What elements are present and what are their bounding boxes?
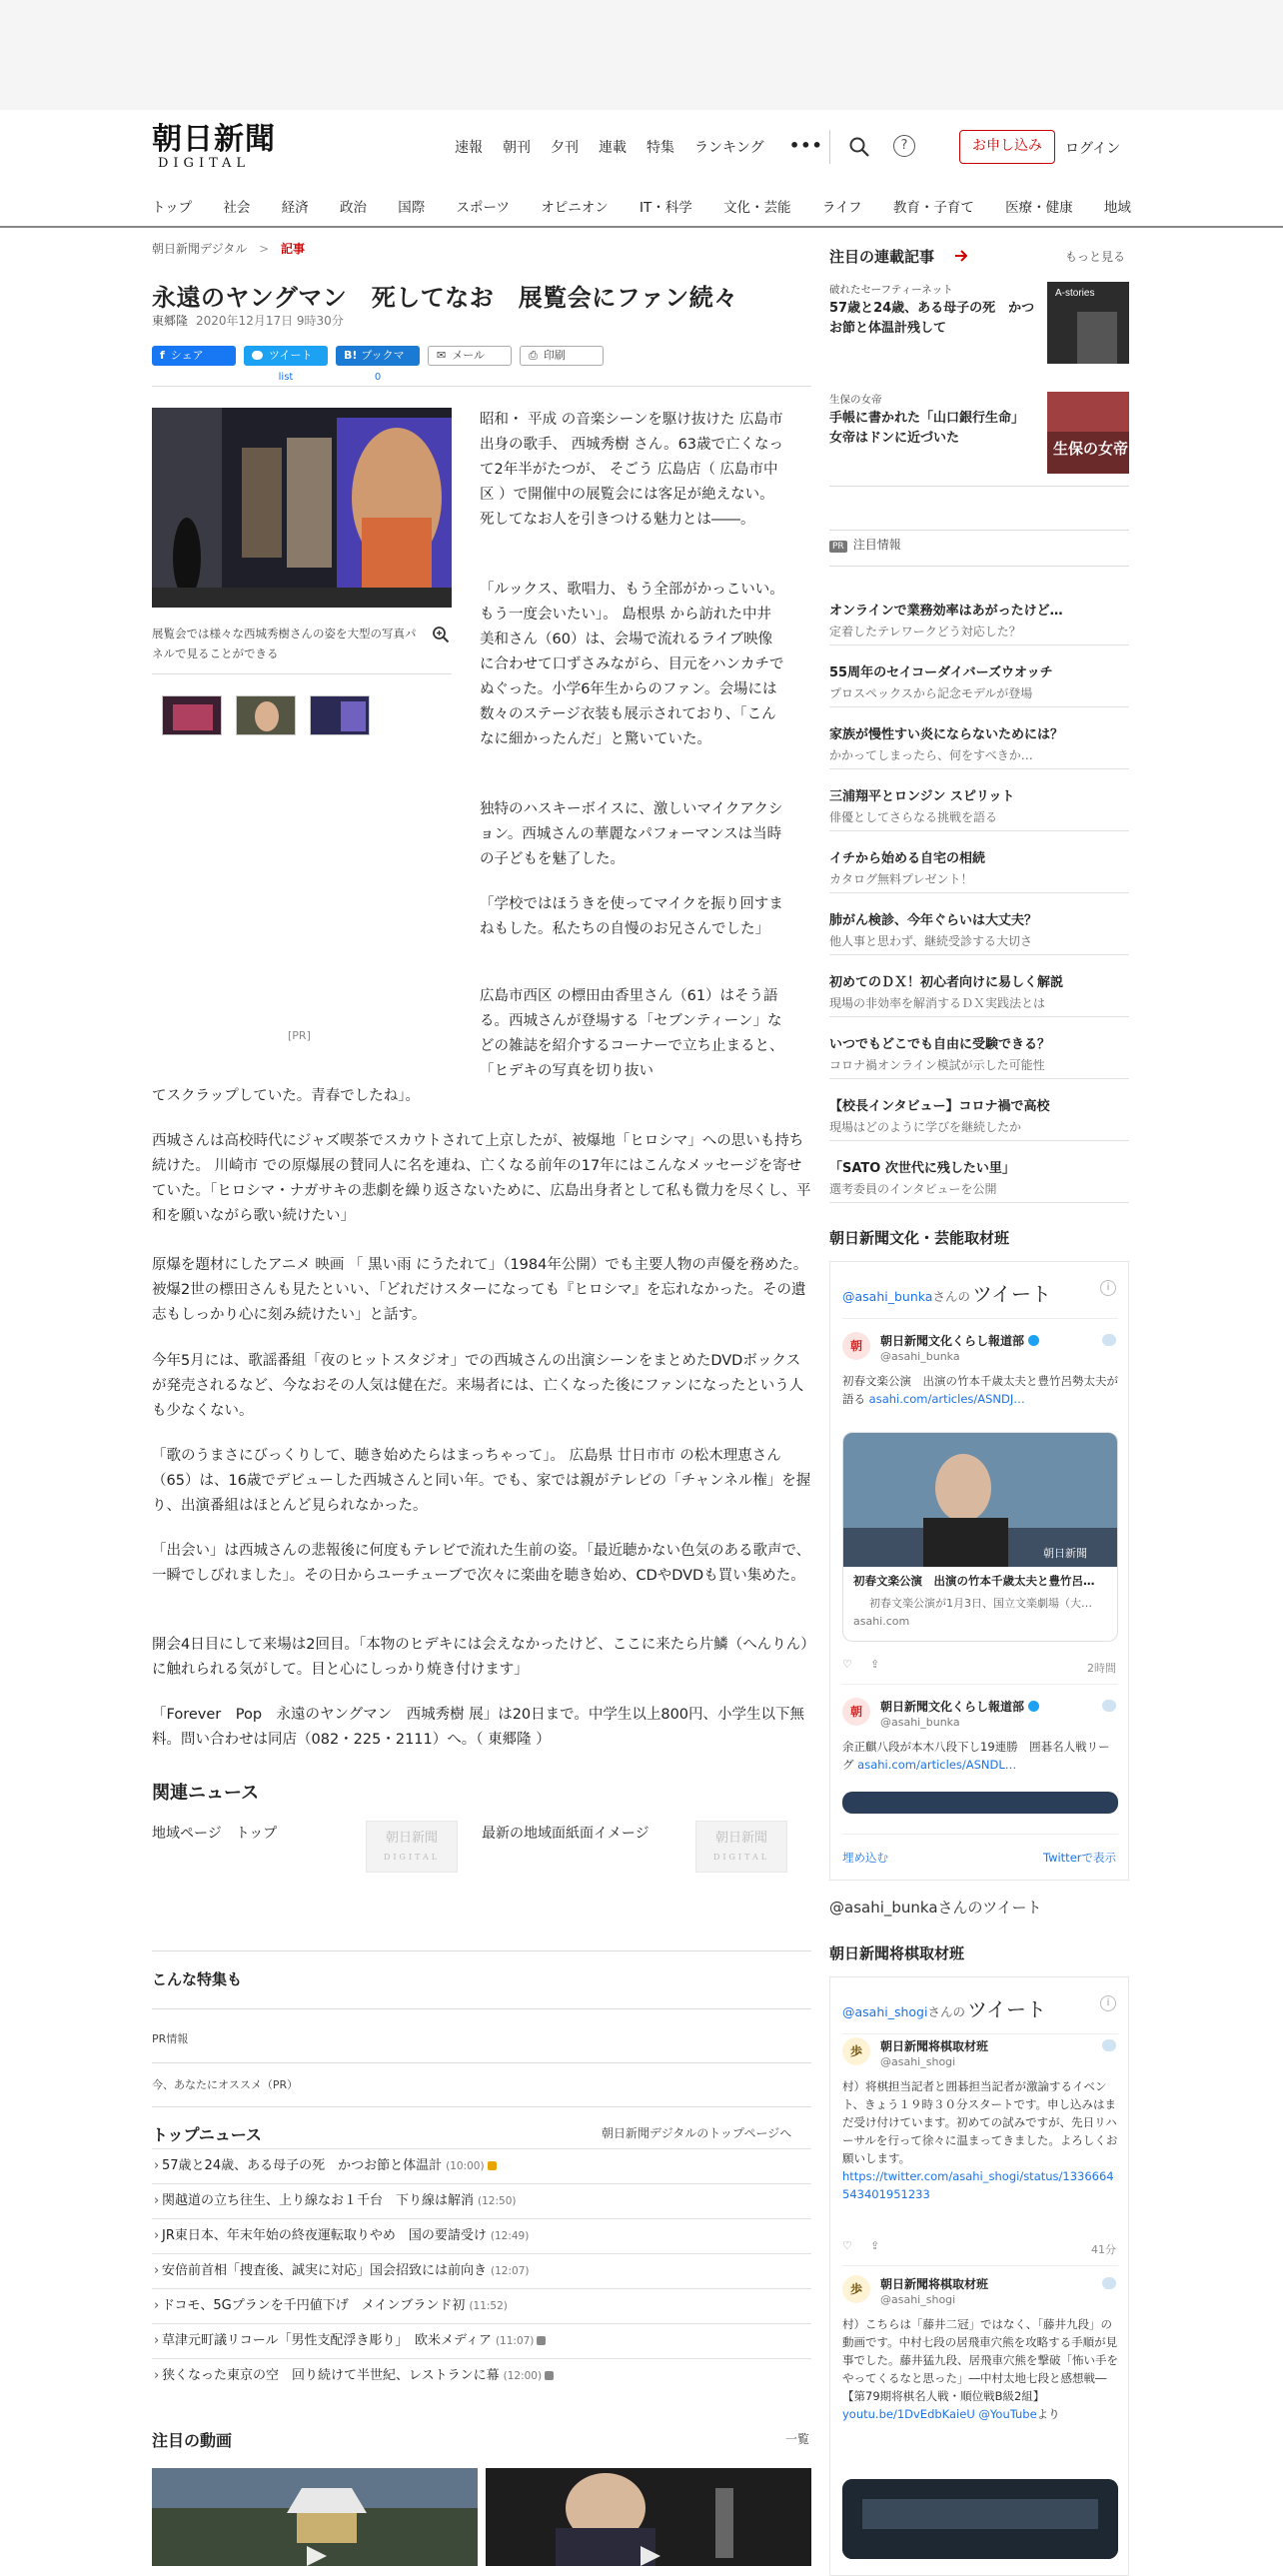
featured-series-heading: 注目の連載記事 [829,248,935,266]
mail-button[interactable]: ✉ メール [428,346,512,366]
arrow-right-icon[interactable] [954,248,968,262]
twitter-icon [252,351,263,360]
breadcrumb-home[interactable]: 朝日新聞デジタル [152,242,248,256]
twitter-count[interactable]: list [278,372,294,383]
tweet-handle[interactable]: @asahi_bunka [880,1716,960,1729]
mail-icon: ✉ [437,349,447,362]
pr-badge: PR [829,541,847,553]
photo-thumbnails [162,695,370,735]
divider [152,1950,811,1951]
share-icon[interactable]: ⇪ [870,2239,880,2252]
tweet-author[interactable]: 朝日新聞文化くらし報道部 [880,1698,1039,1715]
svg-text:A-stories: A-stories [1055,288,1095,299]
like-icon[interactable]: ♡ [842,2239,852,2252]
twitter-bird-icon[interactable] [1102,2039,1116,2051]
avatar[interactable]: 歩 [842,2037,870,2065]
photo-thumbnail[interactable] [310,695,370,735]
tweet-handle[interactable]: @asahi_bunka [880,1350,960,1363]
article-paragraph: 開会4日目にして来場は2回目。「本物のヒデキには会えなかったけど、ここに来たら片鱗（へんりん）に触れられる気がして。目と心にしっかり焼き付けます」 [152,1637,808,1678]
pr-item[interactable]: 【校長インタビュー】コロナ禍で高校 現場はどのように学びを継続したか [829,1079,1129,1141]
twitter-bird-icon[interactable] [1102,2277,1116,2289]
divider [829,530,1129,531]
tweet-text: 村）こちらは「藤井二冠」ではなく、「藤井九段」の動画です。中村七段の居飛車穴熊を攻略する手順が見事でした。藤井猛九段、居飛車穴熊を撃破「怖い手をやってくるなと思った」―中村太地七段と感想戦―【第79期将棋名人戦・順位戦B級2組】 youtu.be/1DvEdbKaieU @YouTubeより [842,2317,1118,2421]
article-paragraph: 「ルックス、歌唱力、もう全部がかっこいい。もう一度会いたい」。 島根県 から訪れた中井美和さん（60）は、会場で流れるライブ映像に合わせて口ずさみながら、目元をハンカチでぬぐった。小学6年生からのファン。会場には数々のステージ衣装も展示されており、「こんなに細かったんだ」と驚いていた。 [480,582,784,747]
divider [152,2106,811,2107]
divider [842,2265,1118,2266]
top-news-heading: トップニュース [152,2125,262,2144]
tweet-text: 余正麒八段が本木八段下し19連勝 囲碁名人戦リーグ asahi.com/articles/ASNDL… [842,1740,1110,1772]
login-link[interactable]: ログイン [1065,141,1121,157]
cat-international[interactable]: 国際 [398,200,426,216]
help-icon[interactable]: ? [893,135,915,157]
verified-icon [1028,1335,1039,1346]
article-photo[interactable] [152,408,452,608]
divider [842,2033,1118,2034]
cat-education[interactable]: 教育・子育て [892,200,974,216]
pr-item[interactable]: いつでもどこでも自由に受験できる？ コロナ禍オンライン模試が示した可能性 [829,1017,1129,1079]
cat-culture[interactable]: 文化・芸能 [723,200,791,216]
breadcrumb-current: 記事 [281,242,306,256]
series-title: 57歳と24歳、ある母子の死 かつお節と体温計残して [829,301,1035,336]
top-news-item[interactable]: › 狭くなった東京の空 回り続けて半世紀、レストランに幕 (12:00) [152,2358,811,2393]
videos-heading: 注目の動画 [152,2431,233,2450]
top-news-item[interactable]: › 関越道の立ち往生、上り線なお１千台 下り線は解消 (12:50) [152,2183,811,2218]
article-paragraph: 西城さんは高校時代にジャズ喫茶でスカウトされて上京したが、被爆地「ヒロシマ」への思いも持ち続けた。 川崎市 での原爆展の賛同人に名を連ね、亡くなる前年の17年にはこんなメッセージを寄せていた。「ヒロシマ・ナガサキの悲劇を繰り返さないために、広島出身者として私も微力を尽くし、平和を願いながら歌い続けたい」 [152,1133,811,1224]
pr-label: [PR] [288,1029,311,1042]
nav-sokuho[interactable]: 速報 [455,140,483,156]
twitter-bird-icon[interactable] [1102,1700,1116,1712]
bunka-heading: 朝日新聞文化・芸能取材班 [829,1229,1010,1247]
top-nav [455,138,784,158]
site-header [0,110,1283,228]
print-button[interactable]: ⎙ 印刷 [520,346,604,366]
breadcrumb-separator: > [259,242,270,256]
share-icon[interactable]: ⇪ [870,1658,880,1671]
divider [829,566,1129,567]
timeline-header: @asahi_shogiさんの ツイート [842,1997,1046,2021]
link-card[interactable] [842,1432,1118,1642]
cat-life[interactable]: ライフ [821,200,862,216]
cat-health[interactable]: 医療・健康 [1005,200,1073,216]
article-paragraph: 独特のハスキーボイスに、激しいマイクアクション。西城さんの華麗なパフォーマンスは当時の子どもを魅了した。 [480,801,783,867]
cat-sports[interactable]: スポーツ [456,200,510,216]
hatena-icon: B! [344,349,358,362]
video-thumbnail[interactable] [486,2468,811,2566]
header-divider [829,130,830,164]
pr-info-label: PR情報 [152,2032,189,2045]
article-paragraph: 今年5月には、歌謡番組「夜のヒットスタジオ」での西城さんの出演シーンをまとめたDVDボックスが発売されるなど、今なおその人気は健在だ。来場者には、亡くなった後にファンになったという人も少なくない。 [152,1353,804,1419]
cat-region[interactable]: 地域 [1103,200,1131,216]
nav-choukan[interactable]: 朝刊 [503,140,531,156]
article-paragraph: てスクラップしていた。青春でしたね」。 [152,1088,420,1104]
article-byline [152,312,344,329]
article-paragraph: 「Forever Pop 永遠のヤングマン 西城秀樹 展」は20日まで。中学生以上800円、小学生以下無料。問い合わせは同店（082・225・2111）へ。（ 東郷隆 ） [152,1707,805,1748]
nav-tokushu[interactable]: 特集 [646,140,674,156]
article-paragraph: 原爆を題材にしたアニメ 映画 「 黒い雨 にうたれて」（1984年公開）でも主要人物の声優を務めた。被爆2世の標田さんも見たといい、「どれだけスターになっても『ヒロシマ』を忘れなかった。その遺志もしっかり心に刻み続けたい」と話す。 [152,1257,808,1323]
tweet-time[interactable]: 41分 [1091,2243,1116,2256]
related-thumbnail[interactable]: 朝日新聞 DIGITAL [366,1821,458,1873]
features-heading: こんな特集も [152,1970,243,1988]
info-icon[interactable]: i [1100,1280,1116,1296]
more-menu-icon[interactable]: ••• [789,136,823,155]
twitter-share-button[interactable]: ツイート list [244,346,328,366]
view-on-twitter-link[interactable]: Twitterで表示 [1042,1851,1116,1865]
top-news-item[interactable]: › 草津元町議リコール「男性支配浮き彫り」 欧米メディア (11:07) [152,2323,811,2358]
lock-icon [545,2371,554,2380]
facebook-share-button[interactable]: f シェア [152,346,236,366]
top-ad-banner [0,0,1283,110]
divider [842,1684,1118,1685]
article-paragraph: 「出会い」は西城さんの悲報後に何度もテレビで流れた生前の姿。「最近聴かない色気のある歌声で、一瞬でしびれました」。その日からユーチューブで次々に楽曲を聴き始め、CDやDVDも買い集めた。 [152,1543,811,1584]
bunka-tweets-link[interactable]: @asahi_bunkaさんのツイート [829,1899,1042,1917]
series-tag: 生保の女帝 [829,394,882,406]
twitter-bird-icon[interactable] [1102,1334,1116,1346]
related-link-region-paper[interactable]: 最新の地域面紙面イメージ [482,1826,649,1842]
twitter-timeline-bunka [829,1261,1129,1881]
subscribe-button[interactable]: お申し込み [959,130,1055,164]
lock-icon [488,2161,497,2170]
cat-politics[interactable]: 政治 [339,200,367,216]
tweet-handle[interactable]: @asahi_shogi [880,2293,956,2306]
zoom-icon[interactable] [432,626,450,644]
hatena-count[interactable]: 0 [374,372,382,383]
series-thumbnail [1047,282,1129,364]
cat-society[interactable]: 社会 [223,200,251,216]
article-paragraph: 「学校ではほうきを使ってマイクを振り回すまねもした。私たちの自慢のお兄さんでした」 [480,896,783,937]
pr-item[interactable]: 肺がん検診、今年ぐらいは大丈夫？ 他人事と思わず、継続受診する大切さ [829,893,1129,955]
svg-text:生保の女帝: 生保の女帝 [1053,440,1129,458]
tweet-author[interactable]: 朝日新聞将棋取材班 [880,2277,989,2291]
videos-list-link[interactable]: 一覧 [785,2432,810,2446]
series-tag: 破れたセーフティーネット [829,284,953,296]
divider [152,673,452,674]
divider [842,1318,1118,1319]
related-news-heading: 関連ニュース [152,1783,260,1804]
pr-list [829,584,1129,1203]
pr-item[interactable]: オンラインで業務効率はあがったけど… 定着したテレワークどう対応した？ [829,584,1129,645]
article-paragraph: 「歌のうまさにびっくりして、聴き始めたらはまっちゃって」。 広島県 廿日市市 の松木理恵さん（65）は、16歳でデビューした西城さんと同い年。でも、家では親がテレビの「チャンネル権」を握り、出演番組はほとんど見られなかった。 [152,1448,811,1514]
link-card[interactable] [842,2479,1118,2559]
photo-thumbnail[interactable] [236,695,296,735]
top-news-item[interactable]: › ドコモ、5Gプランを千円値下げ メインブランド初 (11:52) [152,2288,811,2323]
facebook-icon: f [160,349,165,362]
like-icon[interactable]: ♡ [842,1658,852,1671]
link-card[interactable] [842,1792,1118,1814]
photo-thumbnail[interactable] [162,695,222,735]
cat-it-science[interactable]: IT・科学 [640,200,692,216]
series-title: 手帳に書かれた「山口銀行生命」 女帝はドンに近づいた [829,411,1031,446]
top-news-list [152,2148,811,2393]
pr-item[interactable]: 「SATO 次世代に残したい里」 選考委員のインタビューを公開 [829,1141,1129,1203]
card-description: 初春文楽公演が1月3日、国立文楽劇場（大… [869,1597,1092,1610]
print-icon: ⎙ [529,349,538,362]
card-title: 初春文楽公演 出演の竹本千歳太夫と豊竹呂… [853,1574,1095,1588]
info-icon[interactable]: i [1100,1995,1116,2011]
pr-item[interactable]: イチから始める自宅の相続 カタログ無料プレゼント！ [829,831,1129,893]
breadcrumb [152,240,305,257]
pr-heading: PR 注目情報 [829,536,901,553]
divider [842,1834,1118,1835]
recommend-label: 今、あなたにオススメ（PR） [152,2078,299,2091]
pr-item[interactable]: 初めてのＤＸ！初心者向けに易しく解説 現場の非効率を解消するＤＸ実践法とは [829,955,1129,1017]
article-paragraph: 昭和・ 平成 の音楽シーンを駆け抜けた 広島市 出身の歌手、 西城秀樹 さん。63歳で亡くなって2年半がたつが、 そごう 広島店（ 広島市中区 ）で開催中の展覧会には客足が絶えない。死してなお人を引きつける魅力とは――。 [480,412,784,528]
tweet-author[interactable]: 朝日新聞将棋取材班 [880,2039,989,2053]
top-news-item[interactable]: › 57歳と24歳、ある母子の死 かつお節と体温計 (10:00) [152,2148,811,2183]
timeline-header: @asahi_bunkaさんの ツイート [842,1282,1051,1306]
nav-ranking[interactable]: ランキング [694,140,764,156]
photo-caption: 展覧会では様々な西城秀樹さんの姿を大型の写真パネルで見ることができる [152,627,417,660]
search-icon[interactable] [848,136,870,158]
avatar[interactable]: 朝 [842,1332,870,1360]
author[interactable]: 東郷隆 [152,314,189,328]
card-domain: asahi.com [853,1615,910,1628]
twitter-timeline-shogi [829,1976,1129,2576]
tweet-text: 村）将棋担当記者と囲碁担当記者が激論するイベント、きょう１９時３０分スタートです。申し込みはまだ受け付けています。初めての試みですが、先日リハーサルを行って徐々に温まってきました。よろしくお願いします。 https://twitter.com/asahi_shogi/status/1336664543401951233 [842,2079,1118,2201]
pr-item[interactable]: 三浦翔平とロンジン スピリット 俳優としてさらなる挑戦を語る [829,769,1129,831]
article-paragraph: 広島市西区 の標田由香里さん（61）はそう語る。西城さんが登場する「セブンティーン」などの雑誌を紹介するコーナーで立ち止まると、「ヒデキの写真を切り抜い [480,988,784,1079]
svg-text:朝日新聞: 朝日新聞 [1043,1547,1087,1560]
nav-rensai[interactable]: 連載 [599,140,627,156]
tweet-time[interactable]: 2時間 [1087,1662,1116,1675]
tweet-author[interactable]: 朝日新聞文化くらし報道部 [880,1332,1039,1349]
avatar[interactable]: 朝 [842,1698,870,1726]
category-nav [152,196,1131,216]
avatar[interactable]: 歩 [842,2275,870,2303]
featured-series-item[interactable] [829,392,1129,458]
divider [152,2008,811,2009]
featured-series-item[interactable] [829,282,1129,339]
lock-icon [537,2336,546,2345]
embed-link[interactable]: 埋め込む [842,1851,888,1865]
publish-date: 2020年12月17日 9時30分 [196,314,344,328]
cat-top[interactable]: トップ [152,200,193,216]
divider [152,386,811,387]
top-news-item[interactable]: › 安倍前首相「捜査後、誠実に対応」国会招致には前向き (12:07) [152,2253,811,2288]
video-thumbnail[interactable] [152,2468,478,2566]
cat-economy[interactable]: 経済 [281,200,309,216]
share-bar [152,346,604,383]
article-title: 永遠のヤングマン 死してなお 展覧会にファン続々 [152,284,738,312]
pr-item[interactable]: 家族が慢性すい炎にならないためには？ かかってしまったら、何をすべきか… [829,707,1129,769]
top-news-item[interactable]: › JR東日本、年末年始の終夜運転取りやめ 国の要請受け (12:49) [152,2218,811,2253]
top-page-link[interactable]: 朝日新聞デジタルのトップページへ [602,2126,792,2140]
nav-yuukan[interactable]: 夕刊 [551,140,579,156]
cat-opinion[interactable]: オピニオン [541,200,609,216]
site-logo[interactable]: 朝日新聞 DIGITAL [152,122,276,171]
tweet-handle[interactable]: @asahi_shogi [880,2055,956,2068]
series-thumbnail [1047,392,1129,474]
see-more-link[interactable]: もっと見る [1065,250,1126,264]
verified-icon [1028,1701,1039,1712]
divider [152,2062,811,2063]
related-thumbnail[interactable]: 朝日新聞 DIGITAL [695,1821,787,1873]
shogi-heading: 朝日新聞将棋取材班 [829,1944,965,1962]
pr-item[interactable]: 55周年のセイコーダイバーズウオッチ プロスペックスから記念モデルが登場 [829,645,1129,707]
hatena-bookmark-button[interactable]: B! ブックマーク 0 [336,346,420,366]
tweet-text: 初春文楽公演 出演の竹本千歳太夫と豊竹呂勢太夫が語る asahi.com/articles/ASNDJ… [842,1374,1118,1406]
divider [829,486,1129,487]
related-link-region-top[interactable]: 地域ページ トップ [152,1826,278,1842]
